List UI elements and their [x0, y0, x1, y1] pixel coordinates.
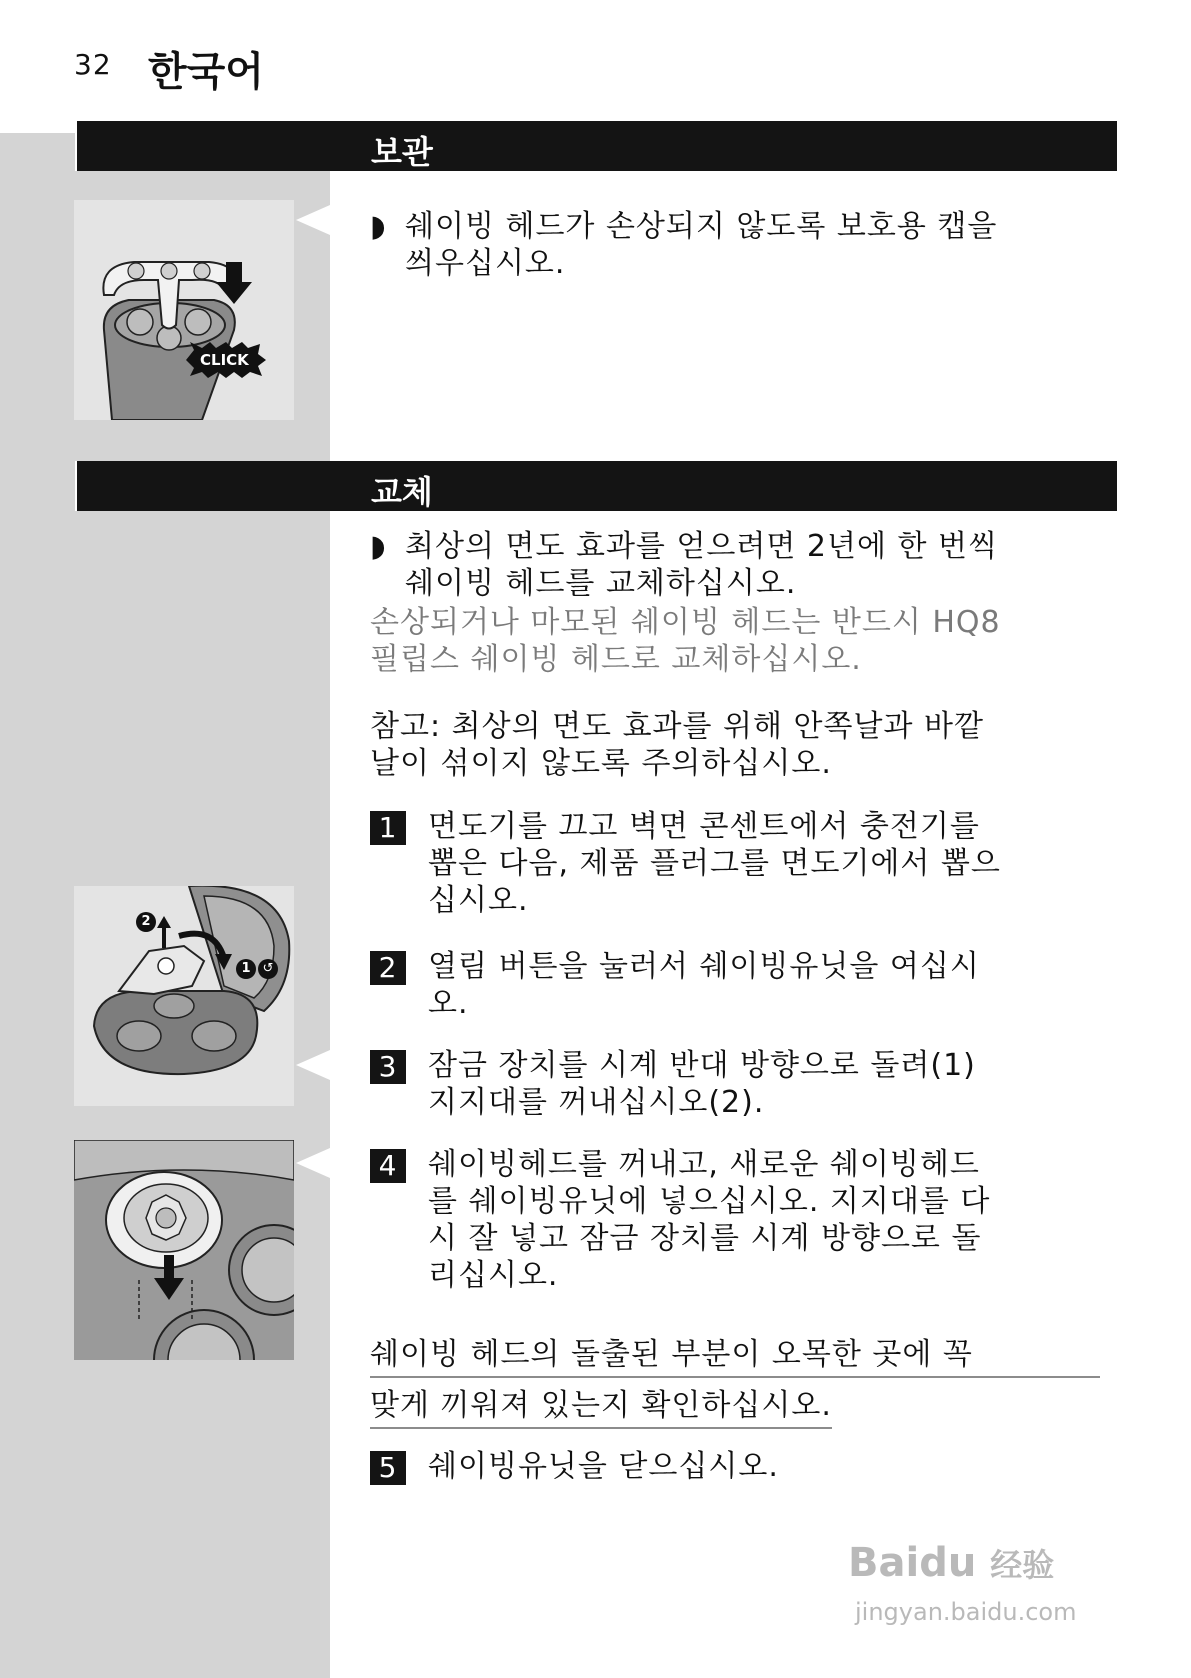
figure-replace-head [74, 1140, 294, 1360]
watermark-url: jingyan.baidu.com [855, 1598, 1077, 1626]
shaver-cap-illustration [74, 200, 294, 420]
step-5 [370, 1448, 1115, 1485]
replacement-note-line-1: 참고: 최상의 면도 효과를 위해 안쪽날과 바깥 [370, 709, 984, 744]
fit-check-line-2: 맞게 끼워져 있는지 확인하십시오. [370, 1387, 832, 1429]
replacement-instruction [370, 528, 1115, 602]
step-number-3: 3 [370, 1050, 406, 1084]
open-shaving-unit-illustration [74, 886, 294, 1106]
step-2-line-1: 열림 버튼을 눌러서 쉐이빙유닛을 여십시 [428, 949, 980, 984]
bullet-marker-icon: ◗ [370, 209, 387, 244]
step-1-line-1: 면도기를 끄고 벽면 콘센트에서 충전기를 [428, 809, 980, 844]
step-3-line-2: 지지대를 꺼내십시오(2). [428, 1085, 765, 1120]
step-2-line-2: 오. [428, 986, 469, 1021]
figure-pointer [296, 1148, 330, 1178]
step-1-line-2: 뽑은 다음, 제품 플러그를 면도기에서 뽑으 [428, 846, 1001, 881]
storage-instruction [370, 208, 1115, 282]
replacement-instruction-line-1: 최상의 면도 효과를 얻으려면 2년에 한 번씩 [405, 529, 998, 564]
figure-open-unit [74, 886, 294, 1106]
fit-check-note [370, 1336, 1100, 1429]
bullet-marker-icon: ◗ [370, 529, 387, 564]
figure-pointer [296, 1050, 330, 1080]
callout-two: 2 [136, 912, 156, 932]
section-title-replacement: 교체 [371, 473, 433, 511]
step-number-1: 1 [370, 811, 406, 845]
section-header-storage [75, 121, 1117, 171]
watermark-brand: Baidu [848, 1540, 977, 1586]
watermark-suffix: 经验 [990, 1546, 1055, 1584]
step-3-line-1: 잠금 장치를 시계 반대 방향으로 돌려(1) [428, 1048, 976, 1083]
step-4-line-2: 를 쉐이빙유닛에 넣으십시오. 지지대를 다 [428, 1184, 991, 1219]
replacement-note-line-2: 날이 섞이지 않도록 주의하십시오. [370, 746, 832, 781]
step-1-line-3: 십시오. [428, 883, 529, 918]
section-header-replacement [75, 461, 1117, 511]
replacement-warning-line-2: 필립스 쉐이빙 헤드로 교체하십시오. [370, 642, 862, 677]
step-number-2: 2 [370, 951, 406, 985]
step-4-line-4: 리십시오. [428, 1258, 559, 1293]
figure-storage-cap [74, 200, 294, 420]
replacement-warning-line-1: 손상되거나 마모된 쉐이빙 헤드는 반드시 HQ8 [370, 605, 1001, 640]
replacement-note [370, 708, 1115, 782]
storage-instruction-line-2: 씌우십시오. [405, 246, 566, 281]
section-title-storage: 보관 [371, 133, 433, 171]
step-4-line-3: 시 잘 넣고 잠금 장치를 시계 방향으로 돌 [428, 1221, 982, 1256]
fit-check-line-1: 쉐이빙 헤드의 돌출된 부분이 오목한 곳에 꼭 [370, 1336, 1100, 1378]
step-number-4: 4 [370, 1149, 406, 1183]
step-5-line-1: 쉐이빙유닛을 닫으십시오. [428, 1449, 779, 1484]
click-badge-label: CLICK [200, 351, 249, 369]
storage-instruction-line-1: 쉐이빙 헤드가 손상되지 않도록 보호용 캡을 [405, 209, 998, 244]
replacement-instruction-line-2: 쉐이빙 헤드를 교체하십시오. [405, 566, 797, 601]
step-3 [370, 1047, 1115, 1121]
step-2 [370, 948, 1115, 1022]
step-4-line-1: 쉐이빙헤드를 꺼내고, 새로운 쉐이빙헤드 [428, 1147, 980, 1182]
replacement-warning [370, 604, 1115, 678]
page-language-title: 한국어 [148, 49, 264, 95]
watermark-logo [848, 1540, 1054, 1586]
step-4 [370, 1146, 1115, 1294]
figure-pointer [296, 205, 330, 235]
callout-one: 1 [236, 959, 256, 979]
arrow-down-icon [214, 262, 254, 304]
step-number-5: 5 [370, 1451, 406, 1485]
click-badge [186, 342, 266, 378]
page-number: 32 [74, 48, 112, 81]
step-1 [370, 808, 1115, 919]
counterclockwise-icon: ↺ [258, 959, 278, 979]
replace-head-illustration [74, 1140, 294, 1360]
